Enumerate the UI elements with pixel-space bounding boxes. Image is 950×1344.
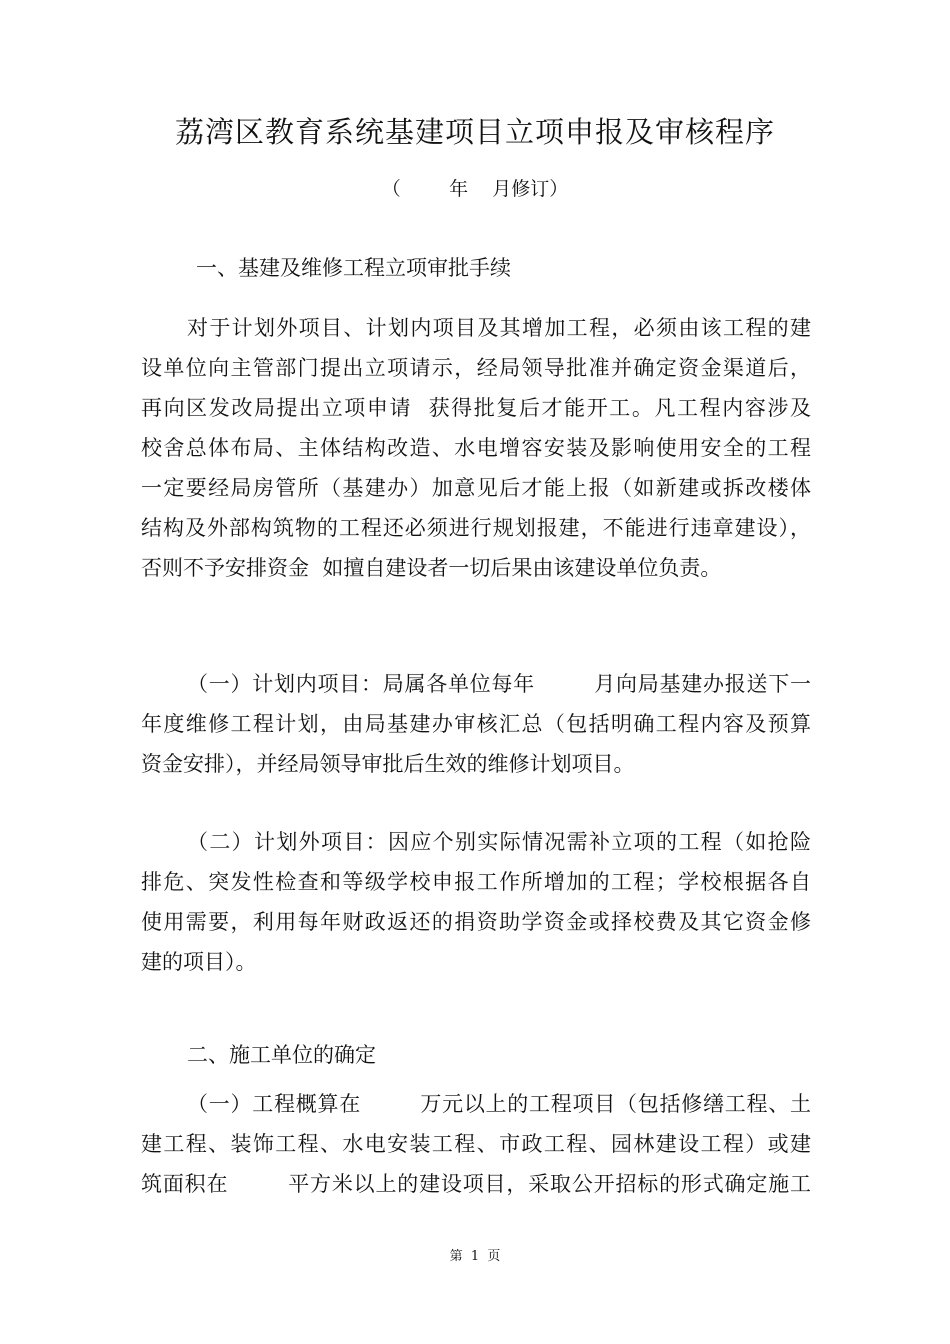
text-line: 对于计划外项目、计划内项目及其增加工程，必须由该工程的建 (187, 316, 811, 340)
text-line: 筑面积在 平方米以上的建设项目，采取公开招标的形式确定施工 (141, 1172, 811, 1196)
text-line: （一）计划内项目：局属各单位每年 月向局基建办报送下一 (187, 672, 811, 696)
revision-note: （ 年 月修订） (381, 178, 569, 200)
text-line: 设单位向主管部门提出立项请示，经局领导批准并确定资金渠道后， (141, 356, 811, 380)
page-number-footer: 第 1 页 (449, 1249, 501, 1264)
text-line: 校舍总体布局、主体结构改造、水电增容安装及影响使用安全的工程 (141, 436, 811, 460)
text-line: 一定要经局房管所（基建办）加意见后才能上报（如新建或拆改楼体 (141, 476, 811, 500)
section1-paragraph-3 (141, 822, 811, 982)
text-line: 建工程、装饰工程、水电安装工程、市政工程、园林建设工程）或建 (141, 1132, 811, 1156)
section2-paragraph-1 (141, 1084, 811, 1204)
text-line: 年度维修工程计划，由局基建办审核汇总（包括明确工程内容及预算 (141, 712, 811, 736)
text-line: 使用需要，利用每年财政返还的捐资助学资金或择校费及其它资金修 (141, 910, 811, 934)
text-line: 再向区发改局提出立项申请 获得批复后才能开工。凡工程内容涉及 (141, 396, 811, 420)
text-line: 否则不予安排资金 如擅自建设者一切后果由该建设单位负责。 (141, 556, 722, 580)
text-line: （二）计划外项目：因应个别实际情况需补立项的工程（如抢险 (187, 830, 811, 854)
text-line: 排危、突发性检查和等级学校申报工作所增加的工程；学校根据各自 (141, 870, 811, 894)
section2-heading: 二、施工单位的确定 (187, 1043, 376, 1067)
text-line: （一）工程概算在 万元以上的工程项目（包括修缮工程、土 (187, 1092, 811, 1116)
section1-heading: 一、基建及维修工程立项审批手续 (196, 256, 511, 280)
section1-paragraph-2 (141, 664, 811, 784)
text-line: 结构及外部构筑物的工程还必须进行规划报建，不能进行违章建设）， (141, 516, 811, 540)
document-title: 荔湾区教育系统基建项目立项申报及审核程序 (174, 115, 775, 149)
text-line: 资金安排），并经局领导审批后生效的维修计划项目。 (141, 752, 635, 776)
text-line: 建的项目）。 (141, 950, 257, 974)
section1-paragraph-1 (141, 308, 811, 588)
